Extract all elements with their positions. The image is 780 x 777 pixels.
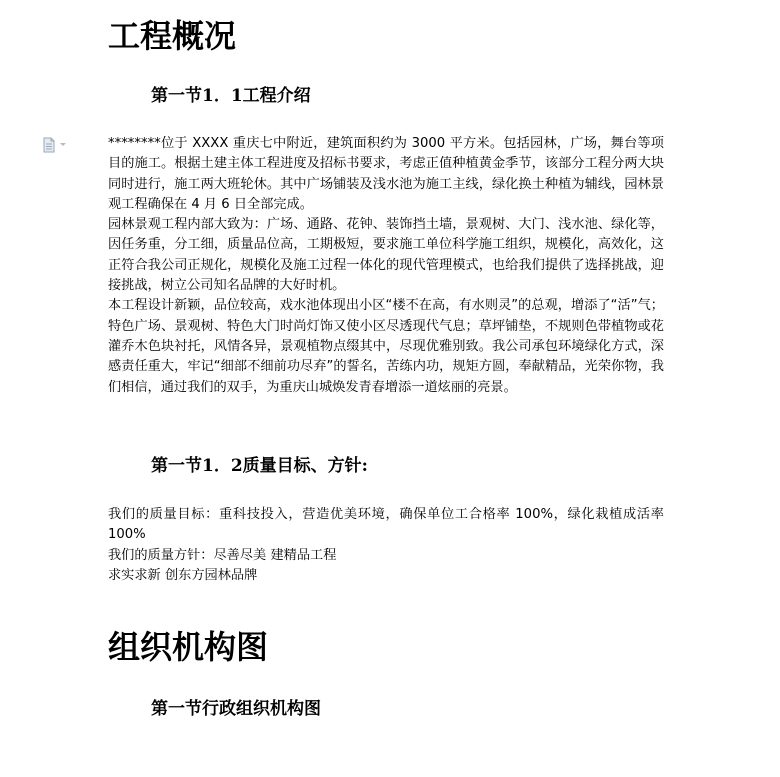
project-introduction-body — [108, 134, 664, 398]
quality-goal-paragraph: 我们的质量目标：重科技投入，营造优美环境，确保单位工合格率 100%，绿化栽植成活率 100% — [108, 507, 664, 543]
intro-paragraph-2: 园林景观工程内部大致为：广场、通路、花钟、装饰挡土墙，景观树、大门、浅水池、绿化等，因任务重，分工细，质量品位高，工期极短，要求施工单位科学施工组织，规模化，高效化，这正符合我公司正规化，规模化及施工过程一体化的现代管理模式，也给我们提供了选择挑战，迎接挑战，树立公司知名品牌的大好时机。 — [108, 217, 664, 294]
document-note-icon[interactable] — [42, 137, 68, 153]
quality-goals-body — [108, 505, 664, 586]
heading-admin-org-chart: 第一节行政组织机构图 — [151, 699, 321, 719]
quality-policy-paragraph: 我们的质量方针：尽善尽美 建精品工程 — [108, 547, 337, 563]
quality-slogan-paragraph: 求实求新 创东方园林品牌 — [108, 567, 258, 583]
section-title-organization-chart: 组织机构图 — [108, 628, 269, 666]
intro-paragraph-1: ********位于 XXXX 重庆七中附近，建筑面积约为 3000 平方米。包括园林，广场，舞台等项目的施工。根据土建主体工程进度及招标书要求，考虑正值种植黄金季节，该部分工程分两大块同时进行，施工两大班轮休。其中广场铺装及浅水池为施工主线，绿化换土种植为辅线，园林景观工程确保在 4 月 6 日全部完成。 — [108, 136, 664, 212]
heading-project-introduction: 第一节1．1工程介绍 — [151, 86, 311, 106]
heading-quality-goals: 第一节1．2质量目标、方针: — [151, 456, 368, 476]
section-title-project-overview: 工程概况 — [108, 17, 237, 55]
intro-paragraph-3: 本工程设计新颖，品位较高，戏水池体现出小区“楼不在高，有水则灵”的总观，增添了“活”气；特色广场、景观树、特色大门时尚灯饰又使小区尽透现代气息；草坪铺垫，不规则色带植物或花灌乔木色块衬托，风情各异，景观植物点缀其中，尽现优雅别致。我公司承包环境绿化方式，深感责任重大，牢记“细部不细前功尽弃”的誓名，苦练内功，规矩方圆，奉献精品，光荣你物，我们相信，通过我们的双手，为重庆山城焕发青春增添一道炫丽的亮景。 — [108, 298, 664, 395]
